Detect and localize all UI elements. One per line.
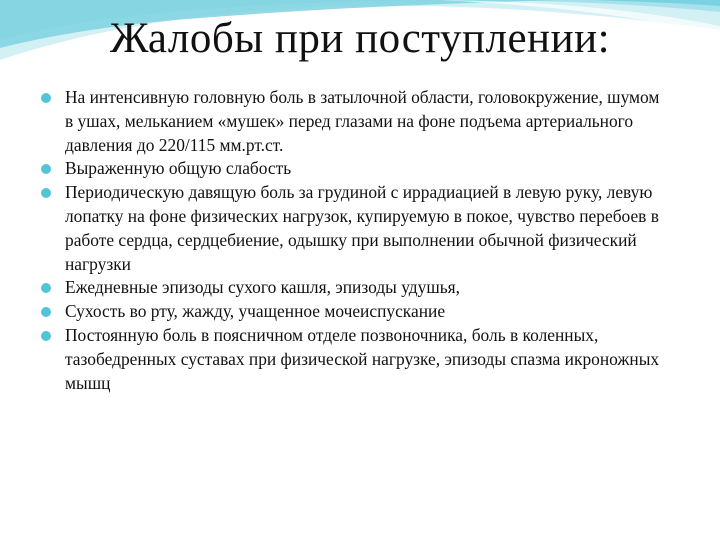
list-item-text: Сухость во рту, жажду, учащенное мочеиспускание <box>65 301 446 322</box>
bullet-icon <box>41 283 51 293</box>
list-item <box>40 324 670 395</box>
list-item <box>40 86 670 157</box>
list-item <box>40 300 670 324</box>
list-item <box>40 157 670 181</box>
list-item-text: Ежедневные эпизоды сухого кашля, эпизоды удушья, <box>65 277 461 298</box>
list-item-text: Выраженную общую слабость <box>65 158 292 179</box>
list-item-text: Периодическую давящую боль за грудиной с иррадиацией в левую руку, левую лопатку на фоне физических нагрузок, купируемую в покое, чувство перебоев в работе сердца, сердцебиение, одышку при выполнении обычной физический нагрузки <box>65 182 659 274</box>
list-item-text: Постоянную боль в поясничном отделе позвоночника, боль в коленных, тазобедренных суставах при физической нагрузке, эпизоды спазма икроножных мышц <box>65 324 660 393</box>
complaints-list <box>40 86 670 395</box>
slide-title: Жалобы при поступлении: <box>109 15 611 62</box>
bullet-icon <box>41 188 51 198</box>
list-item <box>40 276 670 300</box>
list-item <box>40 181 670 276</box>
bullet-icon <box>41 164 51 174</box>
bullet-icon <box>41 93 51 103</box>
bullet-icon <box>41 331 51 341</box>
list-item-text: На интенсивную головную боль в затылочной области, головокружение, шумом в ушах, мельканием «мушек» перед глазами на фоне подъема артериального давления до 220/115 мм.рт.ст. <box>65 87 660 155</box>
bullet-icon <box>41 307 51 317</box>
